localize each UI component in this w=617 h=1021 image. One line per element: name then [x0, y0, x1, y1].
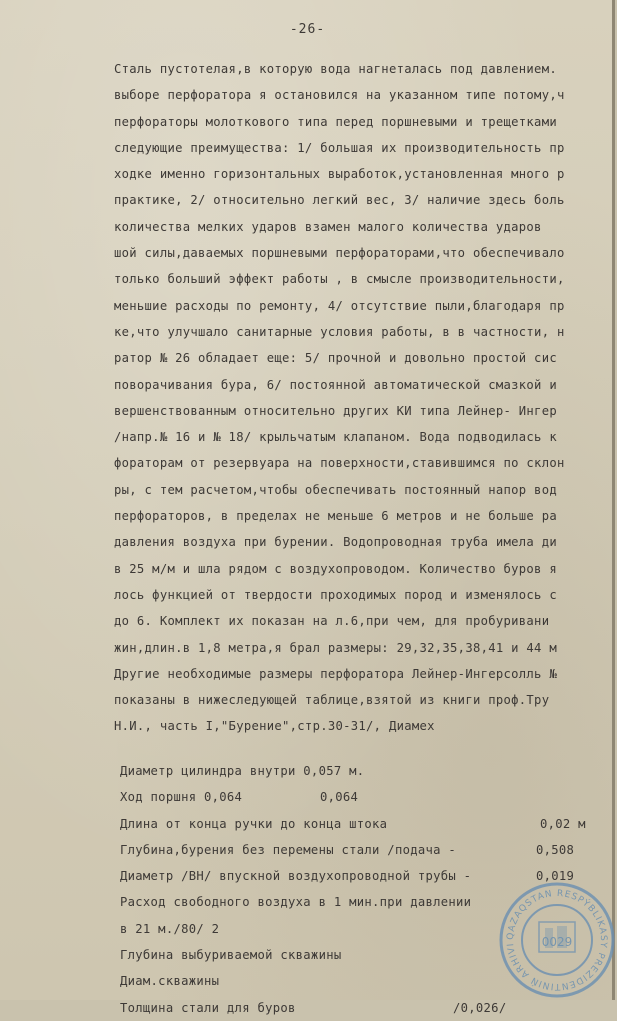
text-line: в 25 м/м и шла рядом с воздухопроводом. Количество буров я	[114, 561, 557, 576]
text-line: ры, с тем расчетом,чтобы обеспечивать постоянный напор вод	[114, 482, 557, 497]
spec-row	[120, 837, 615, 863]
text-line: шой силы,даваемых поршневыми перфораторами,что обеспечивало	[114, 246, 565, 261]
text-line: показаны в нижеследующей таблице,взятой из книги проф.Тру	[114, 693, 550, 708]
spec-label: Глубина,бурения без перемены стали /подача -	[120, 842, 457, 857]
spec-label: Расход свободного воздуха в 1 мин.при давлении	[120, 895, 472, 910]
spec-label: Ход поршня 0,064	[120, 790, 243, 805]
text-line: Другие необходимые размеры перфоратора Лейнер-Ингерсолль №	[114, 666, 557, 681]
spec-label: Диам.скважины	[120, 974, 220, 989]
text-line: ке,что улучшало санитарные условия работы, в в частности, н	[114, 324, 565, 339]
text-line: давления воздуха при бурении. Водопроводная труба имела ди	[114, 535, 557, 550]
text-line: выборе перфоратора я остановился на указанном типе потому,ч	[114, 88, 565, 103]
text-line: лось функцией от твердости проходимых пород и изменялось с	[114, 587, 557, 602]
spec-value: 0,064	[320, 790, 359, 805]
text-line: фораторам от резервуара на поверхности,ставившимся по склон	[114, 456, 565, 471]
text-line: меньшие расходы по ремонту, 4/ отсутствие пыли,благодаря пр	[114, 298, 565, 313]
text-line: только больший эффект работы , в смысле производительности,	[114, 272, 565, 287]
spec-label: Глубина выбуриваемой скважины	[120, 948, 342, 963]
spec-row	[120, 811, 615, 837]
spec-value: 0,019	[536, 869, 575, 884]
page-number: -26-	[289, 22, 326, 37]
text-line: количества мелких ударов взамен малого количества ударов	[114, 219, 542, 234]
text-line: ратор № 26 обладает еще: 5/ прочной и довольно простой сис	[114, 351, 557, 366]
spec-label: Диаметр цилиндра внутри 0,057 м.	[120, 764, 365, 778]
text-line: практике, 2/ относительно легкий вес, 3/ наличие здесь боль	[114, 193, 565, 208]
spec-value: 0,02 м	[540, 816, 586, 831]
spec-label: в 21 м./80/ 2	[120, 921, 220, 936]
text-line: перфораторов, в пределах не меньше 6 метров и не больше ра	[114, 509, 557, 524]
text-line: следующие преимущества: 1/ большая их производительность пр	[114, 140, 565, 155]
text-line: /напр.№ 16 и № 18/ крыльчатым клапаном. Вода подводилась к	[114, 430, 557, 445]
spec-value: 0,508	[536, 842, 575, 857]
spec-label: Длина от конца ручки до конца штока	[120, 816, 388, 831]
spec-value: /0,026/	[453, 1000, 507, 1015]
spec-label: Диаметр /ВН/ впускной воздухопроводной трубы -	[120, 869, 472, 884]
text-line: Сталь пустотелая,в которую вода нагнеталась под давлением.	[114, 62, 557, 76]
body-text	[114, 56, 615, 740]
spec-row	[120, 758, 615, 784]
spec-row	[120, 784, 615, 810]
stamp-center-text: 0029	[541, 935, 573, 949]
spec-label: Толщина стали для буров	[120, 1000, 296, 1015]
text-line: Н.И., часть I,"Бурение",стр.30-31/, Диамех	[114, 719, 435, 734]
text-line: ходке именно горизонтальных выработок,установленная много р	[114, 167, 565, 182]
text-line: поворачивания бура, 6/ постоянной автоматической смазкой и	[114, 377, 557, 392]
text-line: жин,длин.в 1,8 метра,я брал размеры: 29,32,35,38,41 и 44 м	[114, 640, 557, 655]
text-line: вершенствованным относительно других КИ типа Лейнер- Ингер	[114, 403, 557, 418]
archive-seal-stamp	[497, 880, 617, 1000]
stamp-ring-text: QAZAQSTAN RESPÝBLIKASY PREZIDENTINIŃ ARHIVI	[505, 888, 609, 992]
text-line: до 6. Комплект их показан на л.6,при чем, для пробуривани	[114, 614, 550, 629]
text-line: перфораторы молоткового типа перед поршневыми и трещетками	[114, 114, 557, 129]
